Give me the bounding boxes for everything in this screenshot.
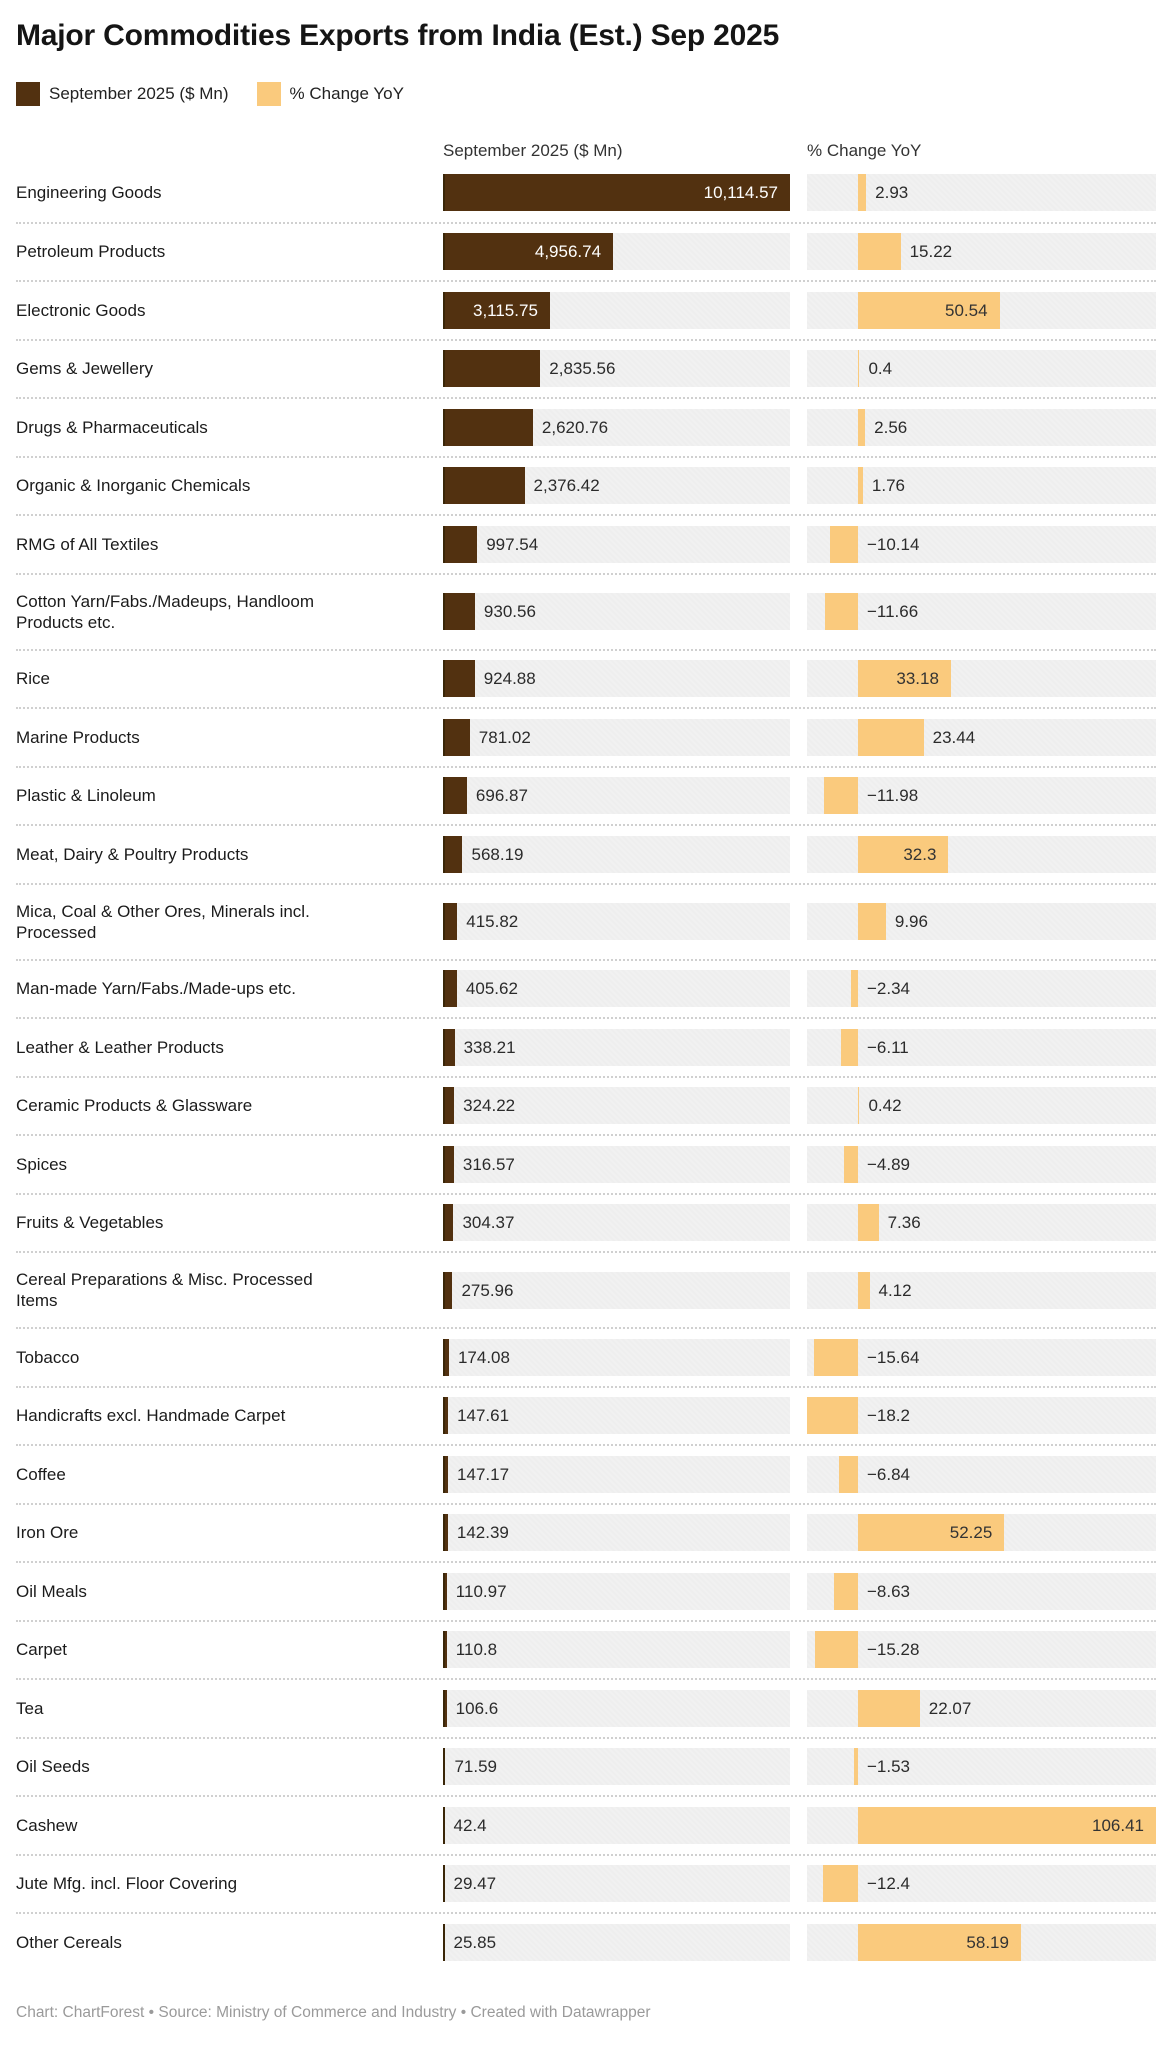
change-bar-track <box>807 1865 1156 1902</box>
change-bar <box>858 719 924 756</box>
change-bar-track <box>807 970 1156 1007</box>
change-bar <box>858 903 886 940</box>
exports-bar-track <box>443 467 790 504</box>
change-bar-track <box>807 1573 1156 1610</box>
change-value: −18.2 <box>866 1406 910 1426</box>
exports-value: 405.62 <box>465 979 518 999</box>
chart-row <box>16 1737 1156 1796</box>
exports-bar <box>443 660 475 697</box>
legend-label-exports: September 2025 ($ Mn) <box>49 84 229 103</box>
exports-value: 324.22 <box>463 1096 516 1116</box>
row-label: Oil Seeds <box>16 1757 90 1777</box>
chart-footer: Chart: ChartForest • Source: Ministry of Commerce and Industry • Created with Datawrapper <box>16 2003 651 2021</box>
zero-axis-line <box>443 1146 445 1183</box>
chart-row <box>16 456 1156 515</box>
change-bar-track <box>807 593 1156 630</box>
exports-bar-track <box>443 970 790 1007</box>
zero-axis-line <box>443 1204 445 1241</box>
change-bar-track <box>807 1339 1156 1376</box>
legend-swatch-change <box>257 82 281 106</box>
row-label: Coffee <box>16 1464 66 1484</box>
exports-bar-track <box>443 1397 790 1434</box>
chart-row <box>16 397 1156 456</box>
exports-value: 2,376.42 <box>533 476 600 496</box>
change-bar-track <box>807 660 1156 697</box>
row-label: Cotton Yarn/Fabs./Madeups, Handloom Products etc. <box>16 591 314 632</box>
chart-row <box>16 1134 1156 1193</box>
row-label: Plastic & Linoleum <box>16 786 156 806</box>
row-label: Leather & Leather Products <box>16 1037 224 1057</box>
exports-value: 147.17 <box>457 1464 510 1484</box>
exports-value: 696.87 <box>475 786 528 806</box>
change-bar-track <box>807 292 1156 329</box>
change-bar-track <box>807 836 1156 873</box>
change-value: 22.07 <box>928 1698 972 1718</box>
legend <box>16 82 1156 106</box>
zero-axis-line <box>443 526 445 563</box>
exports-bar-track <box>443 292 790 329</box>
legend-item-change <box>257 82 404 106</box>
change-bar <box>858 1204 879 1241</box>
change-bar <box>858 467 863 504</box>
change-value: −11.66 <box>866 602 919 621</box>
row-label: Handicrafts excl. Handmade Carpet <box>16 1406 286 1426</box>
exports-value: 147.61 <box>457 1406 510 1426</box>
change-value: −12.4 <box>866 1874 910 1894</box>
change-bar <box>854 1748 858 1785</box>
exports-value: 338.21 <box>463 1037 516 1057</box>
zero-axis-line <box>443 174 445 211</box>
exports-bar-track <box>443 1456 790 1493</box>
change-bar <box>858 409 865 446</box>
change-bar <box>858 174 866 211</box>
change-bar <box>858 350 860 387</box>
row-label: Petroleum Products <box>16 242 166 262</box>
exports-value: 415.82 <box>466 912 519 931</box>
change-bar-track <box>807 467 1156 504</box>
chart-row <box>16 824 1156 883</box>
row-label: Drugs & Pharmaceuticals <box>16 417 208 437</box>
chart-row <box>16 339 1156 398</box>
zero-axis-line <box>443 970 445 1007</box>
legend-label-change: % Change YoY <box>289 84 404 103</box>
exports-value: 4,956.74 <box>534 242 602 262</box>
change-value: 2.93 <box>875 182 909 202</box>
change-value: −2.34 <box>866 979 910 999</box>
chart-rows <box>16 163 1156 1971</box>
change-bar <box>839 1456 858 1493</box>
exports-bar <box>443 526 477 563</box>
exports-value: 25.85 <box>453 1932 497 1952</box>
row-label: Tobacco <box>16 1347 80 1367</box>
change-value: −6.11 <box>866 1037 909 1057</box>
exports-value: 924.88 <box>483 669 536 689</box>
change-value: 9.96 <box>894 912 928 931</box>
change-bar-track <box>807 1456 1156 1493</box>
row-label: RMG of All Textiles <box>16 534 159 554</box>
chart-row <box>16 573 1156 649</box>
exports-bar-track <box>443 777 790 814</box>
chart-row <box>16 1503 1156 1562</box>
exports-value: 781.02 <box>478 727 531 747</box>
chart-row <box>16 883 1156 959</box>
change-value: 32.3 <box>903 844 937 864</box>
change-value: −4.89 <box>866 1154 910 1174</box>
change-bar-track <box>807 1748 1156 1785</box>
column-header-gap <box>790 140 807 161</box>
exports-bar <box>443 593 475 630</box>
exports-bar-track <box>443 1272 790 1309</box>
chart-row <box>16 1854 1156 1913</box>
change-bar-track <box>807 526 1156 563</box>
exports-value: 568.19 <box>471 844 524 864</box>
row-label: Mica, Coal & Other Ores, Minerals incl. Processed <box>16 901 310 942</box>
row-label: Other Cereals <box>16 1932 122 1952</box>
change-bar-track <box>807 174 1156 211</box>
row-label: Organic & Inorganic Chemicals <box>16 476 251 496</box>
change-value: 33.18 <box>896 669 939 689</box>
chart-row <box>16 1912 1156 1971</box>
change-bar <box>851 970 858 1007</box>
exports-bar-track <box>443 1631 790 1668</box>
change-value: 2.56 <box>874 417 908 437</box>
chart-row <box>16 1386 1156 1445</box>
row-label: Man-made Yarn/Fabs./Made-ups etc. <box>16 979 297 999</box>
exports-bar-track <box>443 1748 790 1785</box>
exports-bar-track <box>443 1029 790 1066</box>
row-label: Spices <box>16 1154 68 1174</box>
exports-value: 10,114.57 <box>703 182 778 202</box>
zero-axis-line <box>443 593 445 630</box>
zero-axis-line <box>443 292 445 329</box>
exports-value: 997.54 <box>486 534 539 554</box>
change-bar-track <box>807 1204 1156 1241</box>
exports-bar <box>443 903 457 940</box>
change-value: 52.25 <box>949 1523 993 1543</box>
exports-value: 930.56 <box>483 602 536 621</box>
column-headers <box>16 140 1156 161</box>
change-bar <box>841 1029 858 1066</box>
chart-row <box>16 766 1156 825</box>
exports-value: 275.96 <box>461 1280 514 1300</box>
zero-axis-line <box>443 777 445 814</box>
exports-bar-track <box>443 1573 790 1610</box>
chart-row <box>16 163 1156 222</box>
legend-swatch-exports <box>16 82 40 106</box>
change-value: 0.42 <box>868 1096 902 1116</box>
exports-value: 3,115.75 <box>472 300 538 320</box>
exports-bar-track <box>443 719 790 756</box>
zero-axis-line <box>443 1272 445 1309</box>
zero-axis-line <box>443 1339 445 1376</box>
change-bar-track <box>807 777 1156 814</box>
chart-row <box>16 1193 1156 1252</box>
column-header-change: % Change YoY <box>807 141 922 160</box>
change-bar-track <box>807 1146 1156 1183</box>
exports-value: 110.97 <box>455 1581 507 1601</box>
exports-bar-track <box>443 1204 790 1241</box>
exports-bar-track <box>443 174 790 211</box>
zero-axis-line <box>443 1631 445 1668</box>
row-label: Ceramic Products & Glassware <box>16 1096 253 1116</box>
row-label: Gems & Jewellery <box>16 359 153 379</box>
chart-row <box>16 1795 1156 1854</box>
chart-row <box>16 222 1156 281</box>
row-label: Cereal Preparations & Misc. Processed Items <box>16 1270 313 1310</box>
exports-value: 106.6 <box>455 1698 499 1718</box>
row-label: Meat, Dairy & Poultry Products <box>16 844 249 864</box>
exports-value: 29.47 <box>453 1874 497 1894</box>
chart-row <box>16 1076 1156 1135</box>
zero-axis-line <box>443 1573 445 1610</box>
change-bar-track <box>807 903 1156 940</box>
row-label: Rice <box>16 669 51 689</box>
zero-axis-line <box>443 660 445 697</box>
row-label: Oil Meals <box>16 1581 87 1601</box>
exports-bar-track <box>443 903 790 940</box>
column-header-exports: September 2025 ($ Mn) <box>443 141 623 160</box>
exports-bar <box>443 719 470 756</box>
change-value: 1.76 <box>871 476 905 496</box>
zero-axis-line <box>443 1456 445 1493</box>
change-value: 7.36 <box>887 1213 921 1233</box>
zero-axis-line <box>443 1807 445 1844</box>
change-bar-track <box>807 233 1156 270</box>
change-bar-track <box>807 719 1156 756</box>
change-bar-track <box>807 409 1156 446</box>
row-label: Electronic Goods <box>16 300 146 320</box>
exports-bar-track <box>443 1087 790 1124</box>
exports-bar-track <box>443 1146 790 1183</box>
zero-axis-line <box>443 1748 445 1785</box>
exports-bar-track <box>443 1865 790 1902</box>
zero-axis-line <box>443 1865 445 1902</box>
change-bar <box>858 1087 860 1124</box>
exports-bar <box>443 836 462 873</box>
zero-axis-line <box>443 836 445 873</box>
change-value: −15.28 <box>866 1640 920 1660</box>
chart-row <box>16 1444 1156 1503</box>
exports-bar-track <box>443 1690 790 1727</box>
legend-item-exports <box>16 82 229 106</box>
zero-axis-line <box>443 1397 445 1434</box>
column-header-spacer <box>16 140 443 161</box>
zero-axis-line <box>443 467 445 504</box>
change-bar <box>814 1339 858 1376</box>
exports-bar <box>443 350 540 387</box>
zero-axis-line <box>443 1924 445 1961</box>
change-value: 0.4 <box>868 359 893 379</box>
change-bar-track <box>807 1690 1156 1727</box>
zero-axis-line <box>443 1690 445 1727</box>
exports-value: 304.37 <box>462 1213 515 1233</box>
change-bar <box>834 1573 858 1610</box>
change-bar-track <box>807 350 1156 387</box>
change-bar <box>815 1631 858 1668</box>
exports-bar-track <box>443 836 790 873</box>
change-bar-track <box>807 1807 1156 1844</box>
chart-row <box>16 280 1156 339</box>
chart-row <box>16 514 1156 573</box>
change-bar <box>807 1397 858 1434</box>
row-label: Marine Products <box>16 727 140 747</box>
zero-axis-line <box>443 409 445 446</box>
change-bar <box>824 777 858 814</box>
exports-value: 2,835.56 <box>549 359 616 379</box>
exports-value: 110.8 <box>455 1640 498 1660</box>
change-value: 58.19 <box>966 1932 1009 1952</box>
change-value: 106.41 <box>1092 1815 1144 1835</box>
exports-bar-track <box>443 593 790 630</box>
zero-axis-line <box>443 233 445 270</box>
chart-row <box>16 959 1156 1018</box>
exports-bar-track <box>443 233 790 270</box>
change-value: −11.98 <box>866 786 919 806</box>
row-label: Jute Mfg. incl. Floor Covering <box>16 1874 238 1894</box>
change-bar-track <box>807 1029 1156 1066</box>
exports-bar-track <box>443 526 790 563</box>
exports-bar <box>443 970 457 1007</box>
change-value: 23.44 <box>932 727 976 747</box>
exports-bar <box>443 467 525 504</box>
zero-axis-line <box>443 1087 445 1124</box>
exports-bar-track <box>443 350 790 387</box>
change-value: 15.22 <box>909 242 953 262</box>
change-bar <box>825 593 858 630</box>
exports-bar <box>443 777 467 814</box>
change-bar <box>858 1272 870 1309</box>
chart-row <box>16 1620 1156 1679</box>
change-bar <box>858 1690 920 1727</box>
change-bar-track <box>807 1087 1156 1124</box>
chart-title: Major Commodities Exports from India (Est.) Sep 2025 <box>16 19 780 52</box>
zero-axis-line <box>443 719 445 756</box>
chart-row <box>16 1678 1156 1737</box>
row-label: Cashew <box>16 1815 78 1835</box>
row-label: Fruits & Vegetables <box>16 1213 164 1233</box>
zero-axis-line <box>443 903 445 940</box>
exports-value: 71.59 <box>454 1757 497 1777</box>
chart-row <box>16 1327 1156 1386</box>
change-value: 50.54 <box>944 300 988 320</box>
exports-value: 142.39 <box>456 1523 509 1543</box>
change-value: −1.53 <box>866 1757 910 1777</box>
zero-axis-line <box>443 350 445 387</box>
chart-row <box>16 1017 1156 1076</box>
change-bar <box>830 526 858 563</box>
row-label: Engineering Goods <box>16 182 162 202</box>
change-value: −10.14 <box>866 534 920 554</box>
change-bar-track <box>807 1272 1156 1309</box>
change-bar-track <box>807 1631 1156 1668</box>
change-bar <box>823 1865 858 1902</box>
change-bar-track <box>807 1924 1156 1961</box>
change-bar-track <box>807 1397 1156 1434</box>
change-bar-track <box>807 1514 1156 1551</box>
change-bar <box>844 1146 858 1183</box>
change-value: 4.12 <box>878 1280 912 1300</box>
chart-row <box>16 707 1156 766</box>
exports-value: 316.57 <box>462 1154 515 1174</box>
row-label: Iron Ore <box>16 1523 79 1543</box>
chart-row <box>16 1561 1156 1620</box>
exports-bar-track <box>443 1514 790 1551</box>
exports-bar-track <box>443 1339 790 1376</box>
change-value: −15.64 <box>866 1347 920 1367</box>
exports-bar-track <box>443 660 790 697</box>
exports-bar-track <box>443 1924 790 1961</box>
row-label: Carpet <box>16 1640 68 1660</box>
chart-row <box>16 1251 1156 1327</box>
exports-bar <box>443 409 533 446</box>
change-bar <box>858 233 901 270</box>
change-value: −8.63 <box>866 1581 910 1601</box>
change-value: −6.84 <box>866 1464 910 1484</box>
exports-bar-track <box>443 1807 790 1844</box>
exports-value: 42.4 <box>453 1815 487 1835</box>
exports-value: 174.08 <box>457 1347 510 1367</box>
zero-axis-line <box>443 1514 445 1551</box>
exports-bar-track <box>443 409 790 446</box>
exports-value: 2,620.76 <box>541 417 609 437</box>
row-label: Tea <box>16 1698 44 1718</box>
chart-row <box>16 649 1156 708</box>
zero-axis-line <box>443 1029 445 1066</box>
